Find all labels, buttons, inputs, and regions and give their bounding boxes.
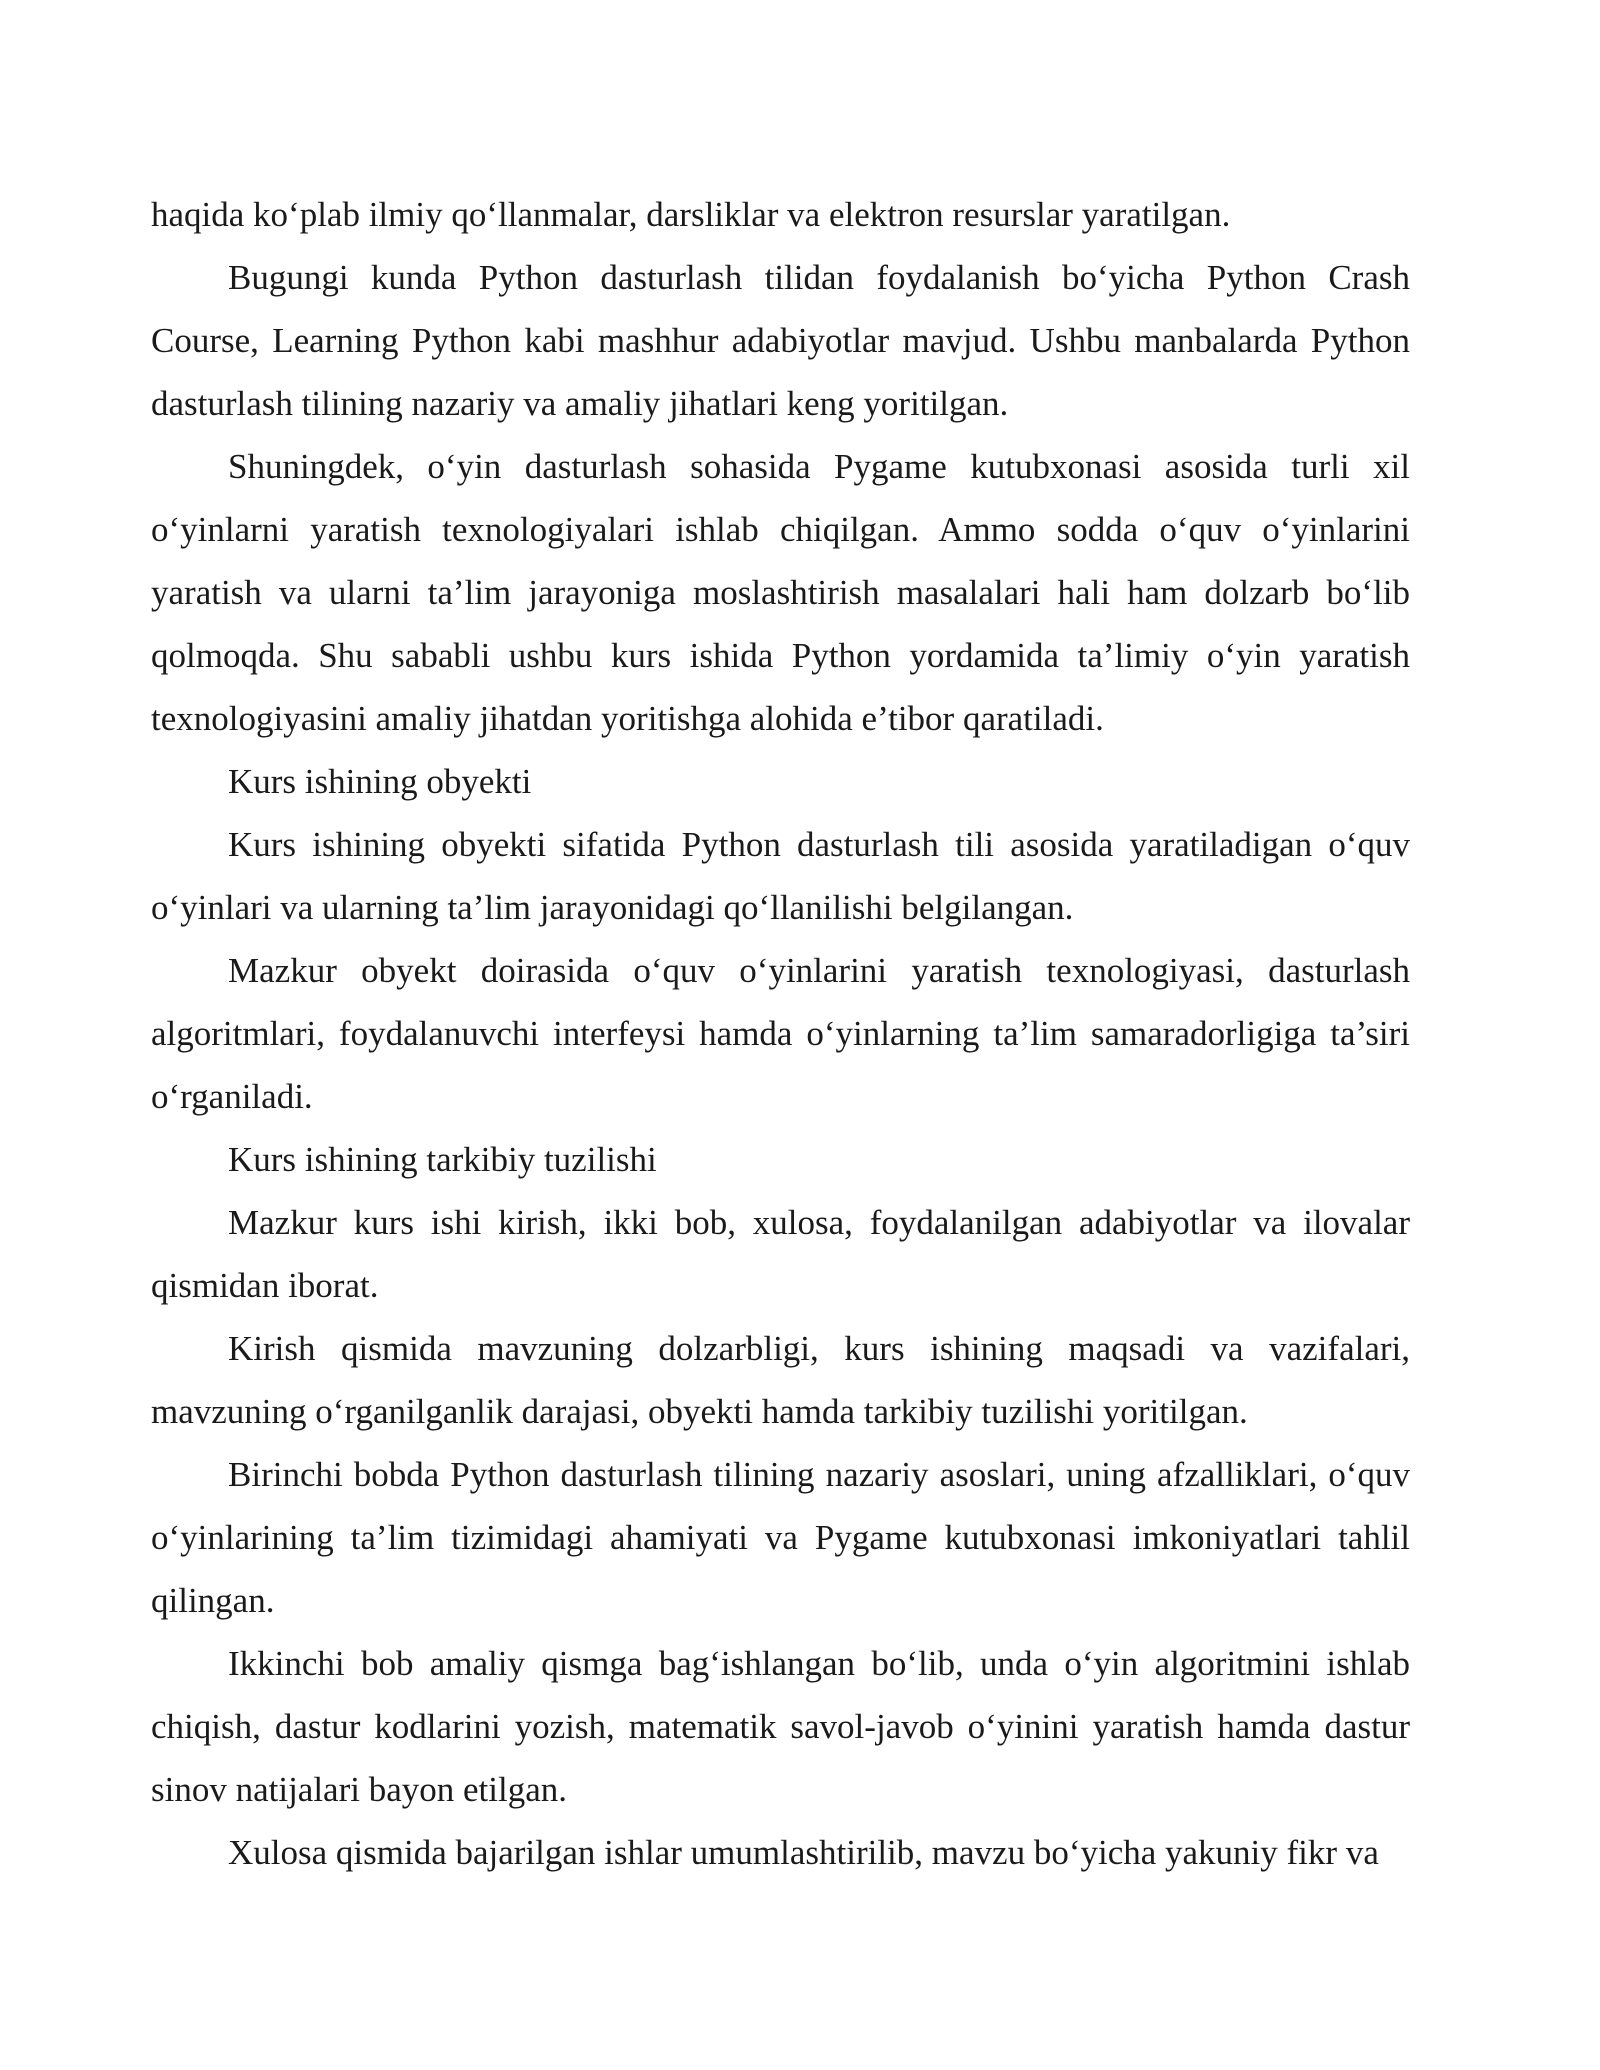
body-text	[151, 183, 1410, 1884]
paragraph-conclusion: Xulosa qismida bajarilgan ishlar umumlashtirilib, mavzu bo‘yicha yakuniy fikr va	[228, 1833, 1379, 1872]
section-heading-object: Kurs ishining obyekti	[228, 762, 532, 801]
paragraph-object-definition: Kurs ishining obyekti sifatida Python dasturlash tili asosida yaratiladigan o‘quv o‘yinlari va ularning ta’lim jarayonidagi qo‘llanilishi belgilangan.	[151, 825, 1410, 927]
paragraph-chapter-one: Birinchi bobda Python dasturlash tilining nazariy asoslari, uning afzalliklari, o‘quv o‘yinlarining ta’lim tizimidagi ahamiyati va Pygame kutubxonasi imkoniyatlari tahlil qilingan.	[151, 1455, 1410, 1620]
paragraph-structure-overview: Mazkur kurs ishi kirish, ikki bob, xulosa, foydalanilgan adabiyotlar va ilovalar qismidan iborat.	[151, 1203, 1410, 1305]
paragraph-continuation: haqida ko‘plab ilmiy qo‘llanmalar, darsliklar va elektron resurslar yaratilgan.	[151, 195, 1231, 234]
paragraph-pygame: Shuningdek, o‘yin dasturlash sohasida Pygame kutubxonasi asosida turli xil o‘yinlarni yaratish texnologiyalari ishlab chiqilgan. Ammo sodda o‘quv o‘yinlarini yaratish va ularni ta’lim jarayoniga moslashtirish masalalari hali ham dolzarb bo‘lib qolmoqda. Shu sababli ushbu kurs ishida Python yordamida ta’limiy o‘yin yaratish texnologiyasini amaliy jihatdan yoritishga alohida e’tibor qaratiladi.	[151, 447, 1410, 738]
paragraph-introduction: Kirish qismida mavzuning dolzarbligi, kurs ishining maqsadi va vazifalari, mavzuning o‘rganilganlik darajasi, obyekti hamda tarkibiy tuzilishi yoritilgan.	[151, 1329, 1410, 1431]
paragraph-literature: Bugungi kunda Python dasturlash tilidan foydalanish bo‘yicha Python Crash Course, Learning Python kabi mashhur adabiyotlar mavjud. Ushbu manbalarda Python dasturlash tilining nazariy va amaliy jihatlari keng yoritilgan.	[151, 258, 1410, 423]
paragraph-chapter-two: Ikkinchi bob amaliy qismga bag‘ishlangan bo‘lib, unda o‘yin algoritmini ishlab chiqish, dastur kodlarini yozish, matematik savol-javob o‘yinini yaratish hamda dastur sinov natijalari bayon etilgan.	[151, 1644, 1410, 1809]
paragraph-object-scope: Mazkur obyekt doirasida o‘quv o‘yinlarini yaratish texnologiyasi, dasturlash algoritmlari, foydalanuvchi interfeysi hamda o‘yinlarning ta’lim samaradorligiga ta’siri o‘rganiladi.	[151, 951, 1410, 1116]
section-heading-structure: Kurs ishining tarkibiy tuzilishi	[228, 1140, 657, 1179]
